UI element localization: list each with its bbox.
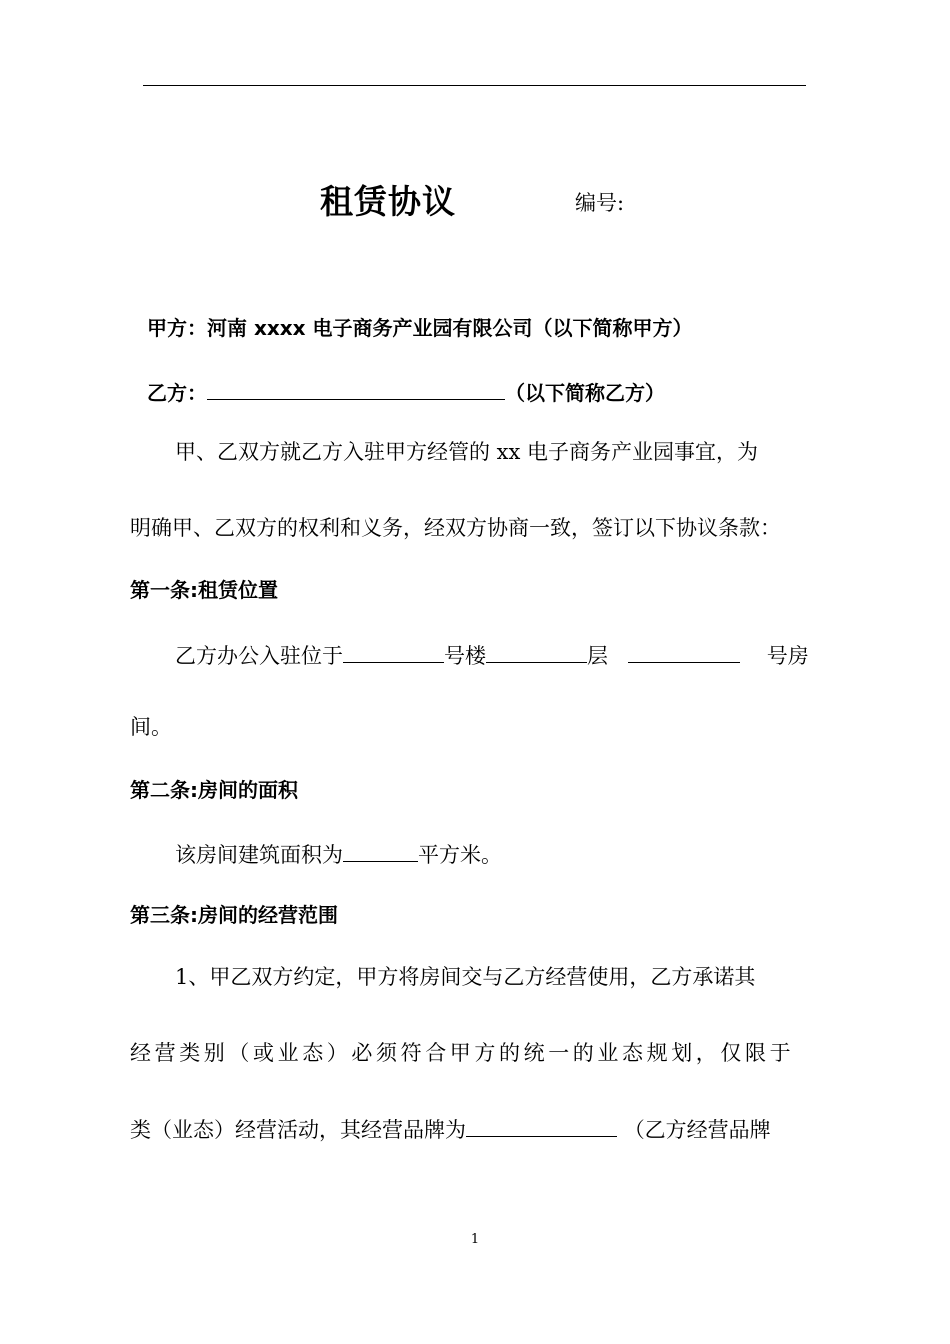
article-2-text [175,837,806,870]
party-b-suffix: （以下简称乙方） [505,381,665,405]
article-2-heading: 第二条:房间的面积 [130,778,298,802]
article-1-text-d: 号房 [766,644,809,668]
party-a-line: 甲方：河南 xxxx 电子商务产业园有限公司（以下简称甲方） [147,316,693,340]
article-2-text-b: 平方米。 [418,843,502,867]
article-3-line-1: 1、甲乙双方约定，甲方将房间交与乙方经营使用，乙方承诺其 [175,965,756,989]
article-3-line-3 [130,1112,806,1145]
floor-blank[interactable] [486,638,587,663]
article-1-text-c: 层 [587,644,608,668]
article-3-line-2: 经营类别（或业态）必须符合甲方的统一的业态规划，仅限于 [130,1041,795,1065]
document-title: 租赁协议 [320,182,456,221]
brand-blank[interactable] [466,1112,617,1137]
article-1-text-e: 间。 [130,715,172,739]
number-label: 编号: [575,191,625,215]
page-number: 1 [470,1232,480,1247]
intro-line-2: 明确甲、乙双方的权利和义务，经双方协商一致，签订以下协议条款： [130,516,781,540]
room-blank[interactable] [628,638,740,663]
article-1-text-b: 号楼 [444,644,486,668]
party-b-prefix: 乙方： [147,381,207,405]
article-2-text-a: 该房间建筑面积为 [175,843,343,867]
area-blank[interactable] [343,837,418,862]
party-b-blank[interactable] [207,375,505,400]
article-3-line-3-a: 类（业态）经营活动，其经营品牌为 [130,1118,466,1142]
article-1-text-a: 乙方办公入驻位于 [175,644,343,668]
intro-line-1: 甲、乙双方就乙方入驻甲方经管的 xx 电子商务产业园事宜，为 [175,440,759,464]
header-rule [143,85,806,86]
building-blank[interactable] [343,638,444,663]
article-3-heading: 第三条:房间的经营范围 [130,903,338,927]
party-b-line [147,375,823,408]
article-1-heading: 第一条:租赁位置 [130,578,278,602]
article-3-line-3-b: （乙方经营品牌 [623,1118,771,1142]
article-1-text [175,638,809,671]
